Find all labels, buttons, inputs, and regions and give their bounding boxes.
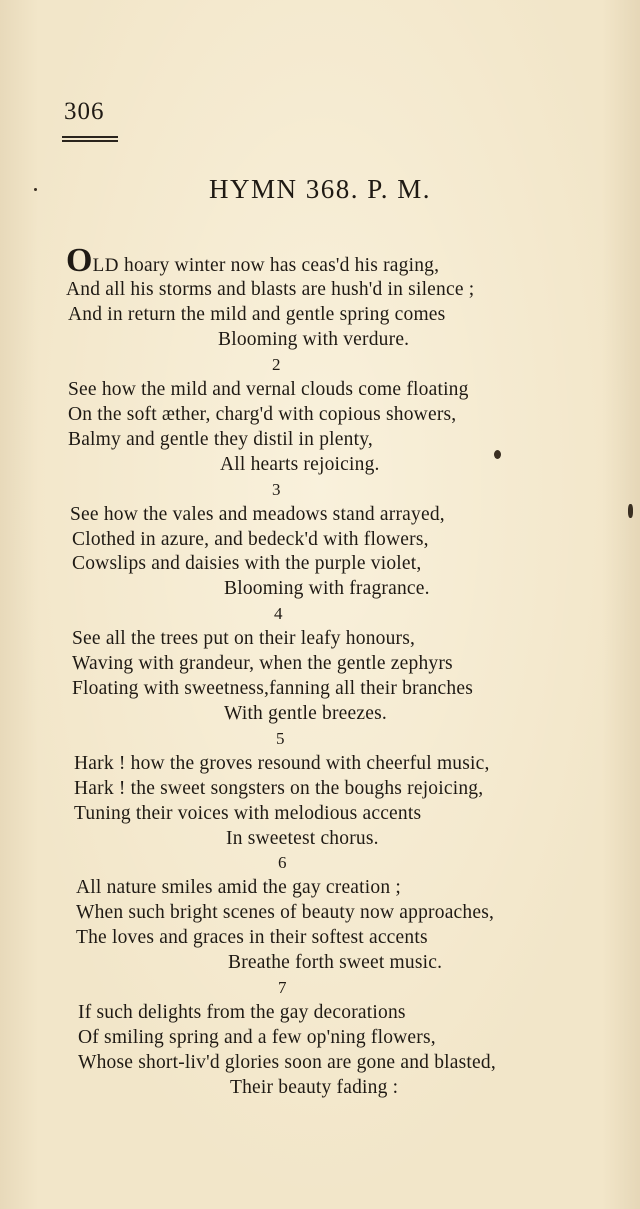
verse-7-line-4: Their beauty fading : [230, 1077, 399, 1098]
verse-2-line-4: All hearts rejoicing. [220, 454, 380, 475]
verse-2-line-3: Balmy and gentle they distil in plenty, [68, 429, 373, 450]
page-number: 306 [64, 98, 105, 125]
verse-5-line-3: Tuning their voices with melodious accents [74, 803, 422, 824]
verse-number-5: 5 [276, 729, 285, 748]
ink-speck [628, 504, 633, 518]
verse-1-line-3: And in return the mild and gentle spring comes [68, 304, 446, 325]
verse-2-line-2: On the soft æther, charg'd with copious showers, [68, 404, 457, 425]
verse-7-line-2: Of smiling spring and a few op'ning flowers, [78, 1027, 436, 1048]
verse-1-line-2: And all his storms and blasts are hush'd in silence ; [66, 279, 475, 300]
verse-number-3: 3 [272, 480, 281, 499]
first-word-rest: LD [92, 255, 119, 276]
verse-1-line-1-text: hoary winter now has ceas'd his raging, [118, 255, 440, 276]
verse-4-line-2: Waving with grandeur, when the gentle zephyrs [72, 653, 453, 674]
verse-3-line-1: See how the vales and meadows stand arrayed, [70, 504, 445, 525]
verse-7-line-3: Whose short-liv'd glories soon are gone and blasted, [78, 1052, 496, 1073]
verse-2-line-1: See how the mild and vernal clouds come floating [68, 379, 469, 400]
verse-3-line-2: Clothed in azure, and bedeck'd with flowers, [72, 529, 429, 550]
verse-6-line-3: The loves and graces in their softest accents [76, 927, 428, 948]
drop-cap: O [66, 242, 93, 279]
verse-number-4: 4 [274, 604, 283, 623]
verse-1-line-4: Blooming with verdure. [218, 329, 410, 350]
page-number-rule [62, 136, 118, 146]
ink-speck [494, 450, 501, 459]
verse-number-6: 6 [278, 853, 287, 872]
verse-6-line-1: All nature smiles amid the gay creation ; [76, 877, 401, 898]
verse-4-line-4: With gentle breezes. [224, 703, 387, 724]
verse-5-line-4: In sweetest chorus. [226, 828, 379, 849]
verse-5-line-1: Hark ! how the groves resound with cheerful music, [74, 753, 490, 774]
verse-3-line-3: Cowslips and daisies with the purple violet, [72, 553, 422, 574]
ink-speck [34, 188, 37, 191]
verse-6-line-4: Breathe forth sweet music. [228, 952, 443, 973]
verse-number-7: 7 [278, 978, 287, 997]
verse-5-line-2: Hark ! the sweet songsters on the boughs rejoicing, [74, 778, 484, 799]
verse-7-line-1: If such delights from the gay decorations [78, 1002, 406, 1023]
verse-1-line-1 [66, 244, 439, 278]
verse-number-2: 2 [272, 355, 281, 374]
verse-4-line-1: See all the trees put on their leafy honours, [72, 628, 416, 649]
hymn-title: HYMN 368. P. M. [208, 174, 432, 204]
verse-4-line-3: Floating with sweetness,fanning all their branches [72, 678, 473, 699]
verse-6-line-2: When such bright scenes of beauty now approaches, [76, 902, 495, 923]
verse-3-line-4: Blooming with fragrance. [224, 578, 430, 599]
